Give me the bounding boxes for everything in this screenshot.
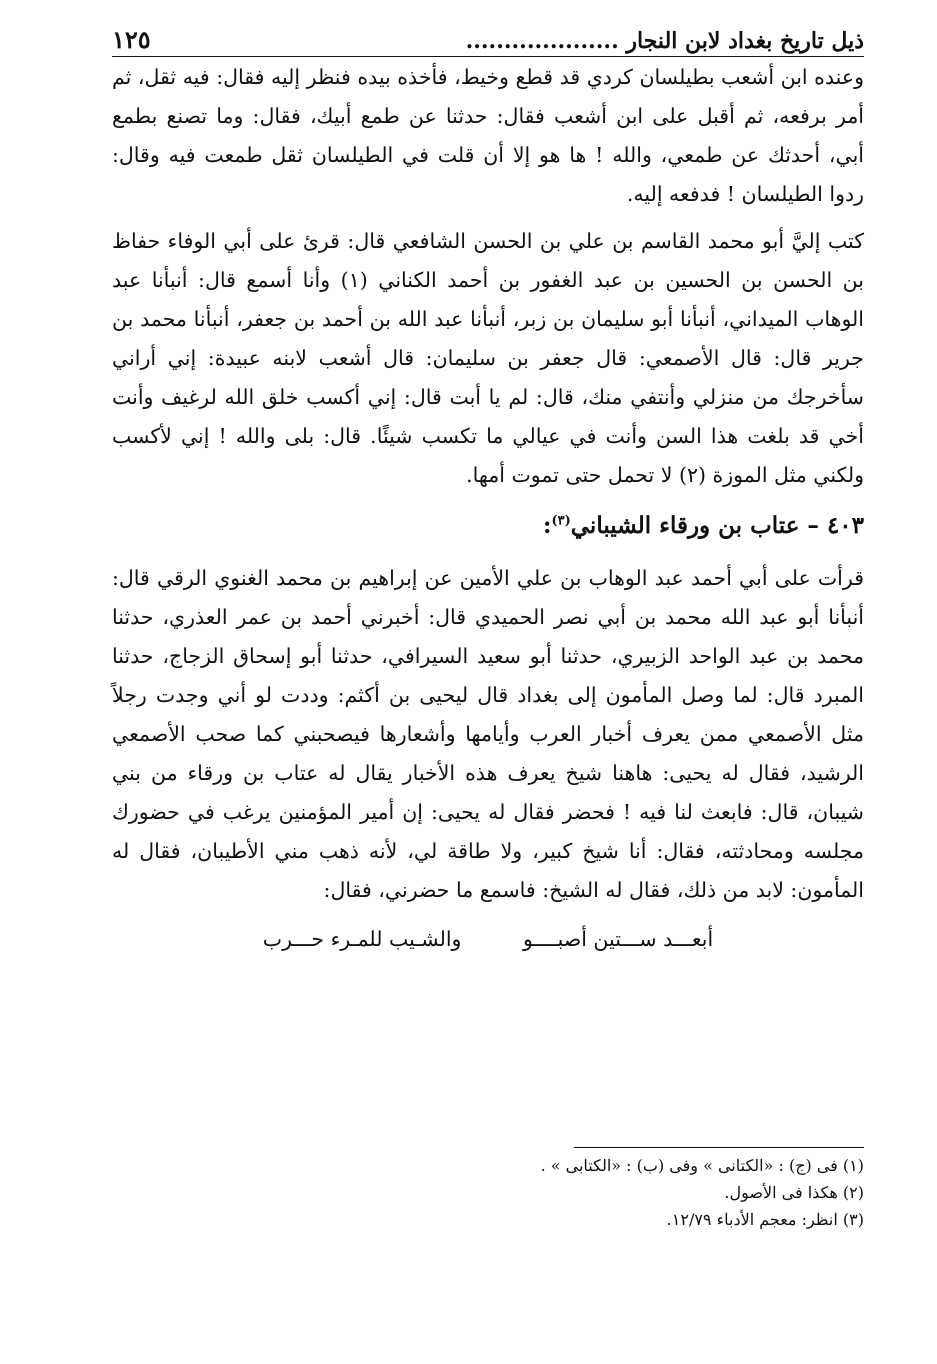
poetry-verse	[112, 920, 864, 959]
main-text	[112, 58, 864, 959]
footnote-2: (٢) هكذا فى الأصول.	[724, 1183, 864, 1202]
section-heading	[112, 505, 864, 547]
page-number: ١٢٥	[112, 25, 151, 54]
paragraph-ashab-narration: كتب إليَّ أبو محمد القاسم بن علي بن الحسن الشافعي قال: قرئ على أبي الوفاء حفاظ بن الحسن بن الحسين بن عبد الغفور بن أحمد الكناني (١) وأنا أسمع قال: أنبأنا عبد الوهاب الميداني، أنبأنا أبو سليمان بن زبر، أنبأنا عبد الله بن أحمد بن جعفر، أنبأنا محمد بن جرير قال: قال الأصمعي: قال جعفر بن سليمان: قال أشعب لابنه عبيدة: إني أراني سأخرجك من منزلي وأنتفي منك، قال: لم يا أبت قال: إني أكسب خلق الله لرغيف وأنت أخي قد بلغت هذا السن وأنت في عيالي ما تكسب شيئًا. قال: بلى والله ! إني لأكسب ولكني مثل الموزة (٢) لا تحمل حتى تموت أمها.	[112, 229, 864, 487]
paragraph-continuation: وعنده ابن أشعب بطيلسان كردي قد قطع وخيط، فأخذه بيده فنظر إليه فقال: فيه ثقل، ثم أمر برفعه، ثم أقبل على ابن أشعب فقال: حدثنا عن طمع أبيك، فقال: وما تصنع بطمع أبي، أحدثك عن طمعي، والله ! ها هو إلا أن قلت في الطيلسان ثقل طمعت فيه وقال: ردوا الطيلسان ! فدفعه إليه.	[112, 65, 864, 206]
section-body: قرأت على أبي أحمد عبد الوهاب بن علي الأمين عن إبراهيم بن محمد الغنوي الرقي قال: أنبأنا أبو عبد الله محمد بن أبي نصر الحميدي قال: أخبرني أحمد بن عمر العذري، حدثنا محمد بن عبد الواحد الزبيري، حدثنا أبو سعيد السيرافي، حدثنا أبو إسحاق الزجاج، حدثنا المبرد قال: لما وصل المأمون إلى بغداد قال ليحيى بن أكثم: وددت لو أني وجدت رجلاً مثل الأصمعي ممن يعرف أخبار العرب وأيامها وأشعارها فيصحبني كما صحب الأصمعي الرشيد، فقال له يحيى: هاهنا شيخ يعرف هذه الأخبار يقال له عتاب بن ورقاء من بني شيبان، قال: فابعث لنا فيه ! فحضر فقال له يحيى: إن أمير المؤمنين يرغب في حضورك مجلسه ومحادثته، فقال: أنا شيخ كبير، ولا طاقة لي، لأنه ذهب مني الأطيبان، فقال له المأمون: لابد من ذلك، فقال له الشيخ: فاسمع ما حضرني، فقال:	[112, 566, 865, 902]
section-heading-text: ٤٠٣ – عتاب بن ورقاء الشيباني	[570, 512, 864, 539]
footnote-3: (٣) انظر: معجم الأدباء ١٢/٧٩.	[666, 1210, 864, 1229]
footnote-divider	[574, 1147, 864, 1148]
verse-first-hemistich: أبعـــد ســـتين أصبــــو	[523, 927, 714, 951]
footnote-ref-3: (٣)	[551, 513, 571, 529]
section-heading-colon: :	[542, 512, 552, 539]
footnote-1: (١) فى (ج) : «الكتانى » وفى (ب) : «الكتابى » .	[540, 1156, 864, 1175]
running-title: ذيل تاريخ بغداد لابن النجار ....................	[465, 28, 864, 54]
page-header	[112, 14, 864, 57]
verse-second-hemistich: والشـيب للمـرء حـــرب	[262, 927, 462, 951]
footnotes	[400, 1152, 864, 1233]
